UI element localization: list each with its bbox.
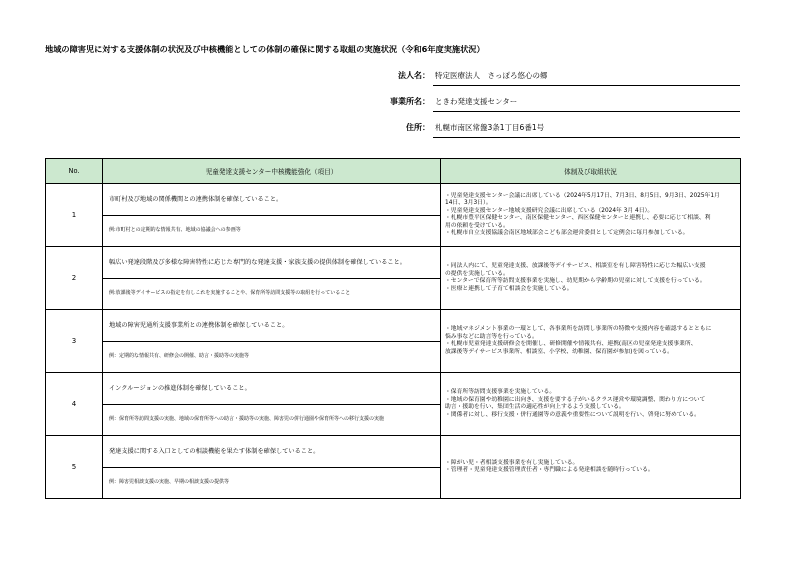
office-value: ときわ発達支援センター [433, 96, 740, 112]
corporation-label: 法人名： [398, 71, 430, 80]
status-line: ・札幌市自立支援協議会南区地域部会こども部会運営委員として定例会に毎月参加している。 [445, 230, 689, 236]
item-cell [103, 247, 441, 310]
status-line: ・障がい児・者相談支援事業を有し実施している。 [445, 459, 579, 466]
item-example: 例:放課後等デイサービスの指定を有しこれを実施することや、保育所等訪問支援等の取組を行っていること [109, 290, 351, 296]
item-example: 例：定期的な情報共有、研修会の開催、助言・援助等の実施等 [109, 353, 250, 359]
table-row [46, 436, 741, 499]
status-cell [441, 184, 741, 247]
status-line: ・関係者に対し、移行支援・併行通園等の意義や重要性について説明を行い、啓発に努めている。 [445, 411, 700, 418]
header-status: 体制及び取組状況 [441, 159, 741, 184]
corporation-value: 特定医療法人 さっぽろ悠心の郷 [433, 70, 740, 86]
item-text: 発達支援に関する入口としての相談機能を果たす体制を確保していること。 [103, 436, 440, 468]
address-value: 札幌市南区常盤3条1丁目6番1号 [433, 122, 740, 138]
status-line: ・センターで保育所等訪問支援事業を実施し、幼児期から学齢期の児童に対して支援を行っている。 [445, 278, 706, 284]
item-cell [103, 436, 441, 499]
row-number: 4 [46, 373, 103, 436]
item-example: 例：保育所等訪問支援の実施、地域の保育所等への助言・援助等の実施、障害児の併行通園や保育所等への移行支援の実施 [109, 416, 385, 422]
status-line: ・管理者・児童発達支援管理責任者・専門職による発達相談を随時行っている。 [445, 467, 654, 473]
support-status-table [45, 158, 741, 499]
row-number: 3 [46, 310, 103, 373]
status-line: 悩み事などに助言等を行っている。 [445, 333, 538, 340]
status-line: ・児童発達支援センター地域支援研究会議に出席している（2024年 3月 4日）。 [445, 207, 654, 214]
address-label: 住所： [406, 123, 430, 132]
row-number: 5 [46, 436, 103, 499]
table-row [46, 373, 741, 436]
table-row [46, 184, 741, 247]
status-line: 助言・援助を行い、集団生活の適応性が向上するよう支援している。 [445, 404, 625, 410]
header-item: 児童発達支援センター中核機能強化（項目） [103, 159, 441, 184]
table-row [46, 310, 741, 373]
status-line: ・児童発達支援センター会議に出席している（2024年5月17日、7月3日、8月5日、9月3日、2025年1月 [445, 192, 720, 199]
office-label: 事業所名： [390, 97, 430, 106]
item-example: 例：障害児相談支援の実施、早期の相談支援の提供等 [109, 479, 230, 485]
status-cell [441, 373, 741, 436]
item-example: 例:市町村との定期的な情報共有、地域の協議会への参画等 [109, 227, 241, 233]
status-line: ・地域の保育園や幼稚園に出向き、支援を要する子がいるクラス運営や環境調整、関わり方について [445, 396, 706, 403]
status-line: ・医療と連携して子育て相談会を実施している。 [445, 285, 573, 292]
item-cell [103, 310, 441, 373]
status-cell [441, 436, 741, 499]
status-line: ・札幌市豊平区保健センター、南区保健センター、西区保健センターと連携し、必要に応じて相談、利 [445, 215, 711, 221]
status-line: 14日、3月3日）。 [445, 200, 492, 206]
status-line: ・同法人内にて、児童発達支援、放課後等デイサービス、相談室を有し障害特性に応じた幅広い支援 [445, 263, 706, 269]
item-text: 地域の障害児通所支援事業所との連携体制を確保していること。 [103, 310, 440, 342]
row-number: 1 [46, 184, 103, 247]
row-number: 2 [46, 247, 103, 310]
status-line: ・地域マネジメント事業の一環として、各事業所を訪問し事業所の特徴や支援内容を確認するとともに [445, 326, 712, 332]
item-text: 市町村及び地域の関係機関との連携体制を確保していること。 [103, 184, 440, 216]
item-cell [103, 373, 441, 436]
status-line: ・札幌市児童発達支援研修会を開催し、研修開催や情報共有、連携(南区の児童発達支援事業所、 [445, 341, 697, 347]
status-cell [441, 310, 741, 373]
item-text: 幅広い発達段階及び多様な障害特性に応じた専門的な発達支援・家族支援の提供体制を確保していること。 [103, 247, 440, 279]
status-line: ・保育所等訪問支援事業を実施している。 [445, 389, 556, 395]
info-row-corporation [345, 68, 740, 84]
document-title: 地域の障害児に対する支援体制の状況及び中核機能としての体制の確保に関する取組の実施状況（令和6年度実施状況） [45, 44, 485, 54]
table-row [46, 247, 741, 310]
header-no: No. [46, 159, 103, 184]
info-row-address [345, 120, 740, 136]
status-cell [441, 247, 741, 310]
item-text: インクルージョンの推進体制を確保していること。 [103, 373, 440, 405]
status-line: 用の依頼を受けている。 [445, 222, 509, 229]
item-cell [103, 184, 441, 247]
info-row-office [345, 94, 740, 110]
status-line: の提供を実施している。 [445, 270, 509, 277]
status-line: 放課後等デイサービス事業所、相談室、小学校、幼稚園、保育園が参加)を図っている。 [445, 348, 673, 355]
